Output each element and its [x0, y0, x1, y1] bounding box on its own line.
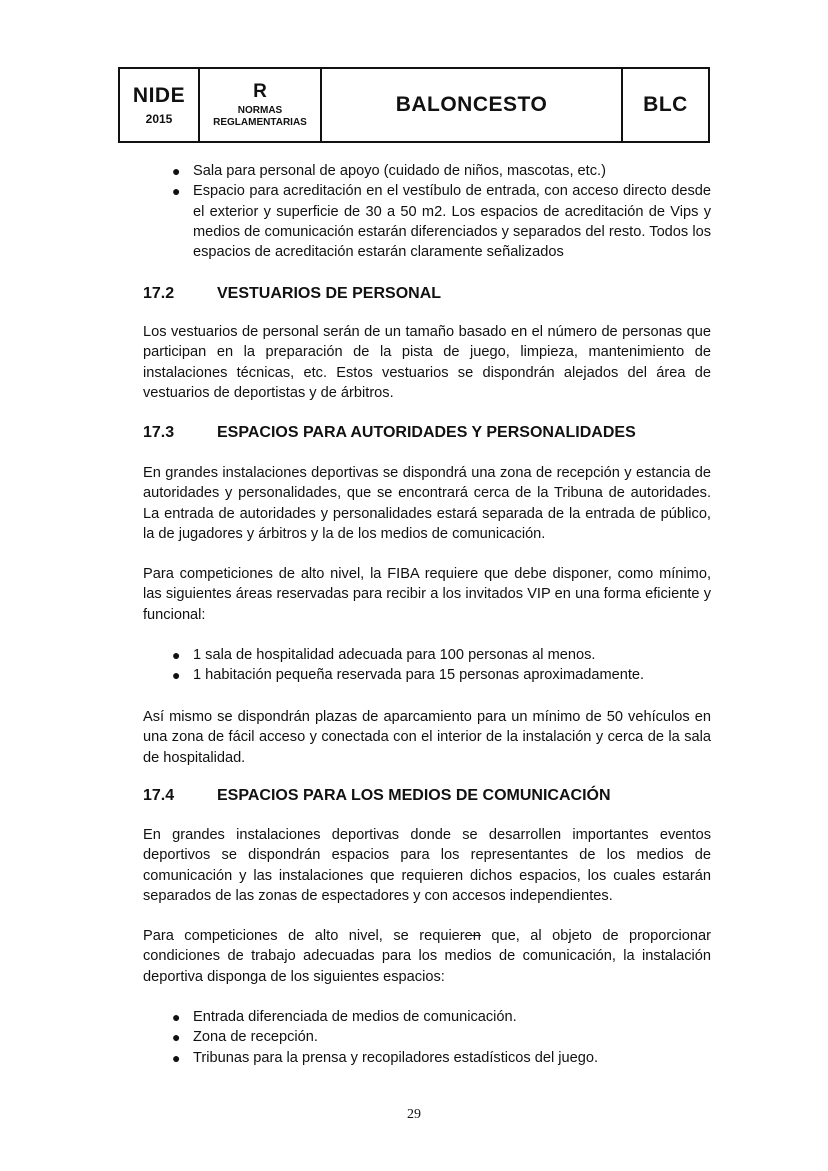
- section-title: ESPACIOS PARA AUTORIDADES Y PERSONALIDADES: [217, 424, 636, 441]
- paragraph: En grandes instalaciones deportivas se dispondrá una zona de recepción y estancia de autoridades y personalidades, que se encontrará cerca de la Tribuna de autoridades. La entrada de autoridades y personalidades estará separada de la entrada de público, la de jugadores y árbitros y la de los medios de comunicación.: [143, 465, 711, 542]
- list-item: ● Tribunas para la prensa y recopiladores estadísticos del juego.: [143, 1048, 711, 1068]
- strikethrough-text: en: [464, 928, 481, 944]
- bullet-icon: ●: [172, 1049, 181, 1066]
- bullet-icon: ●: [172, 1029, 181, 1046]
- vip-bullet-list: [143, 645, 711, 686]
- header-normas: [213, 105, 307, 129]
- paragraph: Para competiciones de alto nivel, se requieren que, al objeto de proporcionar condiciones de trabajo adecuadas para los medios de comunicación, la instalación deportiva disponga de los siguientes espacios:: [143, 928, 711, 985]
- header-normas-line1: NORMAS: [237, 105, 283, 116]
- top-bullet-list: [143, 161, 711, 262]
- header-code-cell: [623, 69, 708, 141]
- header-sport: BALONCESTO: [395, 93, 548, 116]
- header-year: 2015: [145, 112, 173, 126]
- media-bullet-list: [143, 1007, 711, 1068]
- list-item: ● 1 sala de hospitalidad adecuada para 100 personas al menos.: [143, 645, 711, 665]
- header-nide: NIDE: [132, 84, 186, 107]
- list-item: ● Espacio para acreditación en el vestíbulo de entrada, con acceso directo desde el exterior y superficie de 30 a 50 m2. Los espacios de acreditación de Vips y medios de comunicación estarán diferenciados y separados del resto. Todos los espacios de acreditación estarán claramente señalizados: [172, 183, 711, 261]
- document-header-table: [118, 67, 710, 143]
- header-nide-cell: [120, 69, 200, 141]
- section-number: 17.4: [143, 787, 175, 804]
- bullet-icon: ●: [172, 163, 181, 179]
- list-item: ● Entrada diferenciada de medios de comunicación.: [143, 1007, 711, 1027]
- section-heading-17-2: [143, 284, 441, 304]
- header-normas-line2: REGLAMENTARIAS: [213, 117, 307, 128]
- header-code: BLC: [643, 93, 688, 116]
- section-number: 17.3: [143, 424, 175, 441]
- header-r: R: [253, 81, 267, 102]
- list-item: ● Sala para personal de apoyo (cuidado de niños, mascotas, etc.): [143, 161, 711, 181]
- list-item: ● Zona de recepción.: [143, 1027, 711, 1047]
- bullet-icon: ●: [172, 647, 181, 663]
- paragraph: Para competiciones de alto nivel, la FIBA requiere que debe disponer, como mínimo, las siguientes áreas reservadas para recibir a los invitados VIP en una forma eficiente y funcional:: [143, 566, 711, 623]
- paragraph: Los vestuarios de personal serán de un tamaño basado en el número de personas que participan en la preparación de la pista de juego, limpieza, mantenimiento de instalaciones técnicas, etc. Estos vestuarios se dispondrán alejados del área de vestuarios de deportistas y de árbitros.: [143, 324, 711, 401]
- section-heading-17-3: [143, 423, 636, 443]
- bullet-icon: ●: [172, 1009, 181, 1025]
- bullet-icon: ●: [172, 183, 181, 200]
- page-number: 29: [407, 1107, 421, 1122]
- paragraph: En grandes instalaciones deportivas donde se desarrollen importantes eventos deportivos se dispondrán espacios para los representantes de los medios de comunicación y las instalaciones que requieren dichos espacios, los cuales estarán separados de las zonas de espectadores y con accesos independientes.: [143, 827, 711, 904]
- paragraph: Así mismo se dispondrán plazas de aparcamiento para un mínimo de 50 vehículos en una zona de fácil acceso y conectada con el interior de la instalación y cerca de la sala de hospitalidad.: [143, 709, 711, 766]
- section-heading-17-4: [143, 786, 611, 806]
- section-title: VESTUARIOS DE PERSONAL: [217, 285, 442, 302]
- header-type-cell: [200, 69, 322, 141]
- list-item: ● 1 habitación pequeña reservada para 15 personas aproximadamente.: [143, 665, 711, 685]
- header-sport-cell: [322, 69, 623, 141]
- section-number: 17.2: [143, 285, 175, 302]
- bullet-icon: ●: [172, 667, 181, 684]
- section-title: ESPACIOS PARA LOS MEDIOS DE COMUNICACIÓN: [217, 787, 611, 804]
